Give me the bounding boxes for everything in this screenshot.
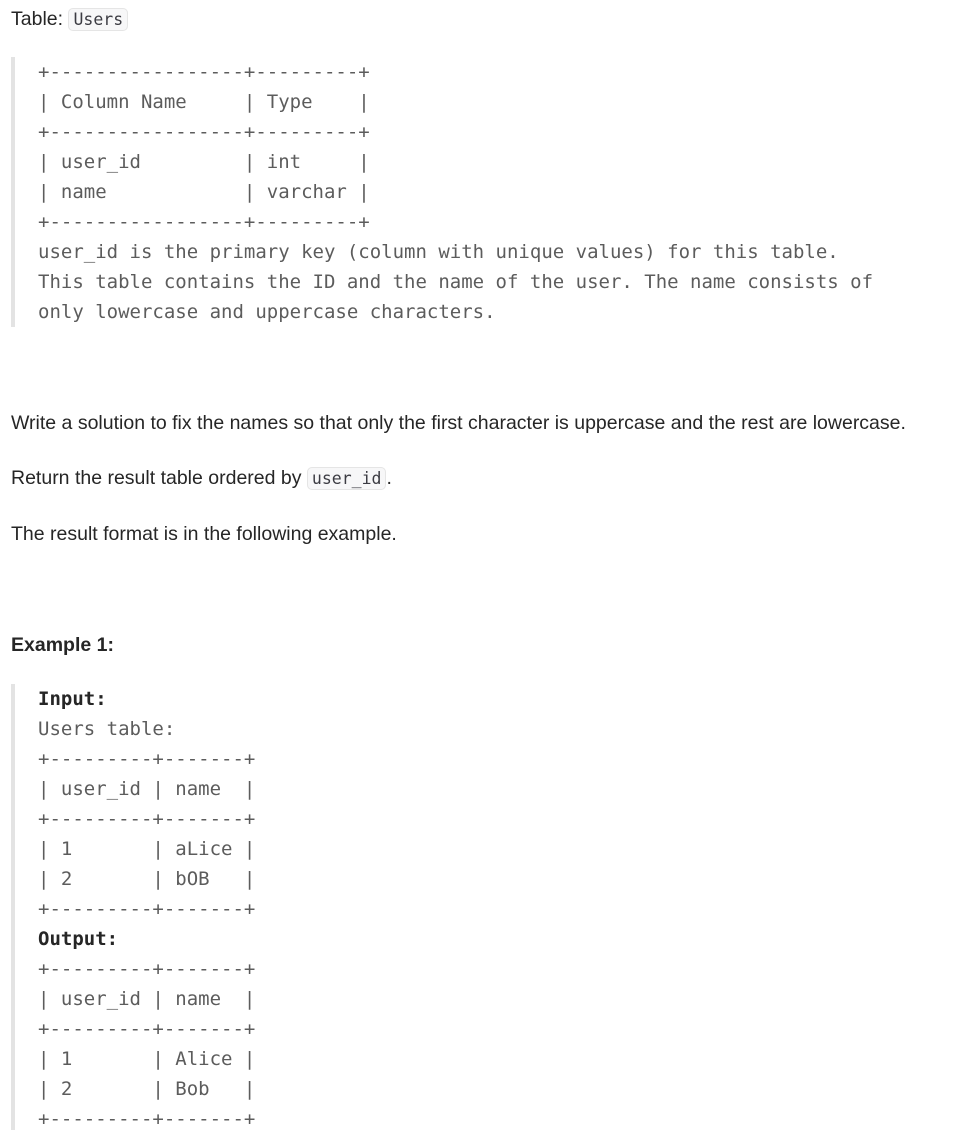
schema-block [11, 57, 873, 327]
table-label: Table: [11, 8, 69, 30]
output-line: | user_id | name | [38, 988, 256, 1010]
description-line-3: The result format is in the following example. [11, 523, 397, 545]
schema-line: +-----------------+---------+ [38, 61, 370, 83]
description-line-2 [11, 465, 392, 492]
output-line: | 1 | Alice | [38, 1048, 256, 1070]
example-pre [15, 684, 255, 1134]
user-id-code: user_id [307, 467, 387, 490]
schema-line: | Column Name | Type | [38, 91, 370, 113]
schema-pre [15, 57, 873, 327]
schema-line: +-----------------+---------+ [38, 211, 370, 233]
output-label: Output: [38, 928, 119, 950]
example-block [11, 684, 255, 1130]
schema-line: +-----------------+---------+ [38, 121, 370, 143]
description-line-2-prefix: Return the result table ordered by [11, 467, 307, 489]
output-line: +---------+-------+ [38, 1108, 256, 1130]
schema-line: only lowercase and uppercase characters. [38, 301, 496, 323]
schema-line: user_id is the primary key (column with unique values) for this table. [38, 241, 839, 263]
input-label: Input: [38, 688, 107, 710]
description-line-1: Write a solution to fix the names so that only the first character is uppercase and the rest are lowercase. [11, 412, 906, 434]
description-line-2-suffix: . [386, 467, 392, 489]
input-line: | 2 | bOB | [38, 868, 256, 890]
output-line: +---------+-------+ [38, 1018, 256, 1040]
example-title: Example 1: [11, 634, 114, 656]
output-line: | 2 | Bob | [38, 1078, 256, 1100]
input-line: +---------+-------+ [38, 898, 256, 920]
schema-line: This table contains the ID and the name of the user. The name consists of [38, 271, 874, 293]
input-line: | 1 | aLice | [38, 838, 256, 860]
input-line: | user_id | name | [38, 778, 256, 800]
table-name-code: Users [68, 8, 128, 31]
output-line: +---------+-------+ [38, 958, 256, 980]
schema-line: | user_id | int | [38, 151, 370, 173]
input-line: Users table: [38, 718, 176, 740]
input-line: +---------+-------+ [38, 748, 256, 770]
table-heading [11, 6, 128, 33]
schema-line: | name | varchar | [38, 181, 370, 203]
input-line: +---------+-------+ [38, 808, 256, 830]
